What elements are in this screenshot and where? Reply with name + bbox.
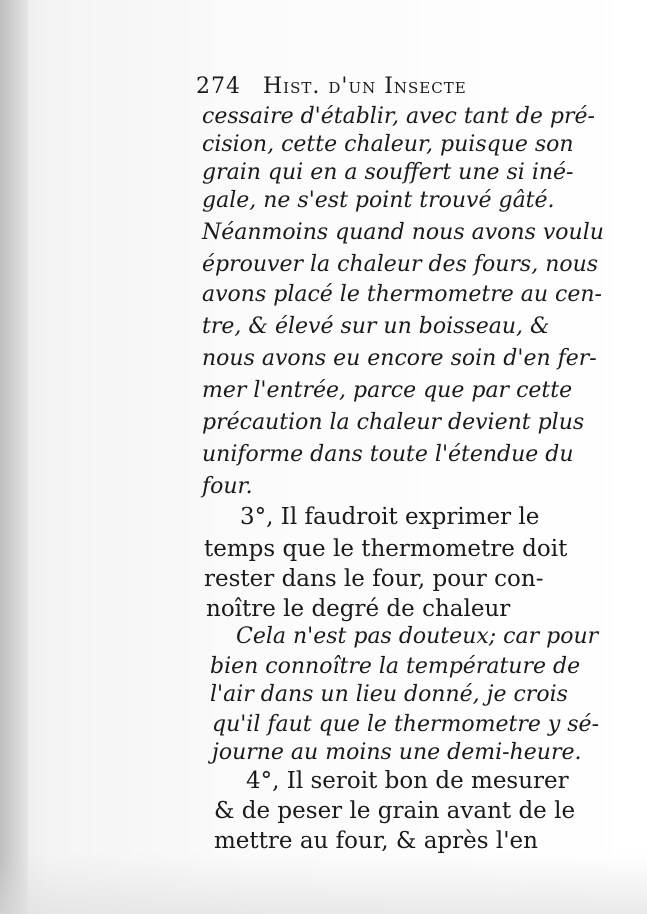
- text-line: four.: [202, 474, 253, 499]
- running-header: [196, 74, 556, 99]
- text-line: rester dans le four, pour con-: [204, 566, 544, 592]
- text-line: 3°, Il faudroit exprimer le: [240, 504, 540, 530]
- text-line: Néanmoins quand nous avons voulu: [202, 220, 604, 245]
- text-line: & de peser le grain avant de le: [214, 798, 576, 824]
- page-number: 274: [196, 74, 241, 99]
- text-line: gale, ne s'est point trouvé gâté.: [202, 188, 555, 213]
- text-line: 4°, Il seroit bon de mesurer: [246, 768, 569, 794]
- text-line: Cela n'est pas douteux; car pour: [236, 624, 599, 649]
- text-line: tre, & élevé sur un boisseau, &: [202, 314, 550, 339]
- text-line: grain qui en a souffert une si iné-: [202, 160, 574, 185]
- text-line: éprouver la chaleur des fours, nous: [202, 252, 599, 277]
- running-title: Hist. d'un Insecte: [263, 74, 467, 99]
- page-bottom-shadow: [0, 854, 647, 914]
- text-line: bien connoître la température de: [210, 654, 581, 679]
- text-line: journe au moins une demi-heure.: [212, 740, 582, 765]
- text-line: cision, cette chaleur, puisque son: [202, 132, 574, 157]
- text-line: avons placé le thermometre au cen-: [202, 282, 602, 307]
- text-line: uniforme dans toute l'étendue du: [202, 442, 574, 467]
- text-line: temps que le thermometre doit: [204, 536, 568, 562]
- text-line: précaution la chaleur devient plus: [202, 410, 585, 435]
- text-line: noître le degré de chaleur: [206, 596, 511, 622]
- text-line: l'air dans un lieu donné, je crois: [210, 682, 568, 707]
- text-line: cessaire d'établir, avec tant de pré-: [202, 104, 595, 129]
- text-line: mettre au four, & après l'en: [214, 828, 538, 854]
- text-line: nous avons eu encore soin d'en fer-: [202, 346, 597, 371]
- text-line: mer l'entrée, parce que par cette: [202, 378, 573, 403]
- text-line: qu'il faut que le thermometre y sé-: [212, 712, 600, 737]
- page-binding-shadow: [0, 0, 28, 914]
